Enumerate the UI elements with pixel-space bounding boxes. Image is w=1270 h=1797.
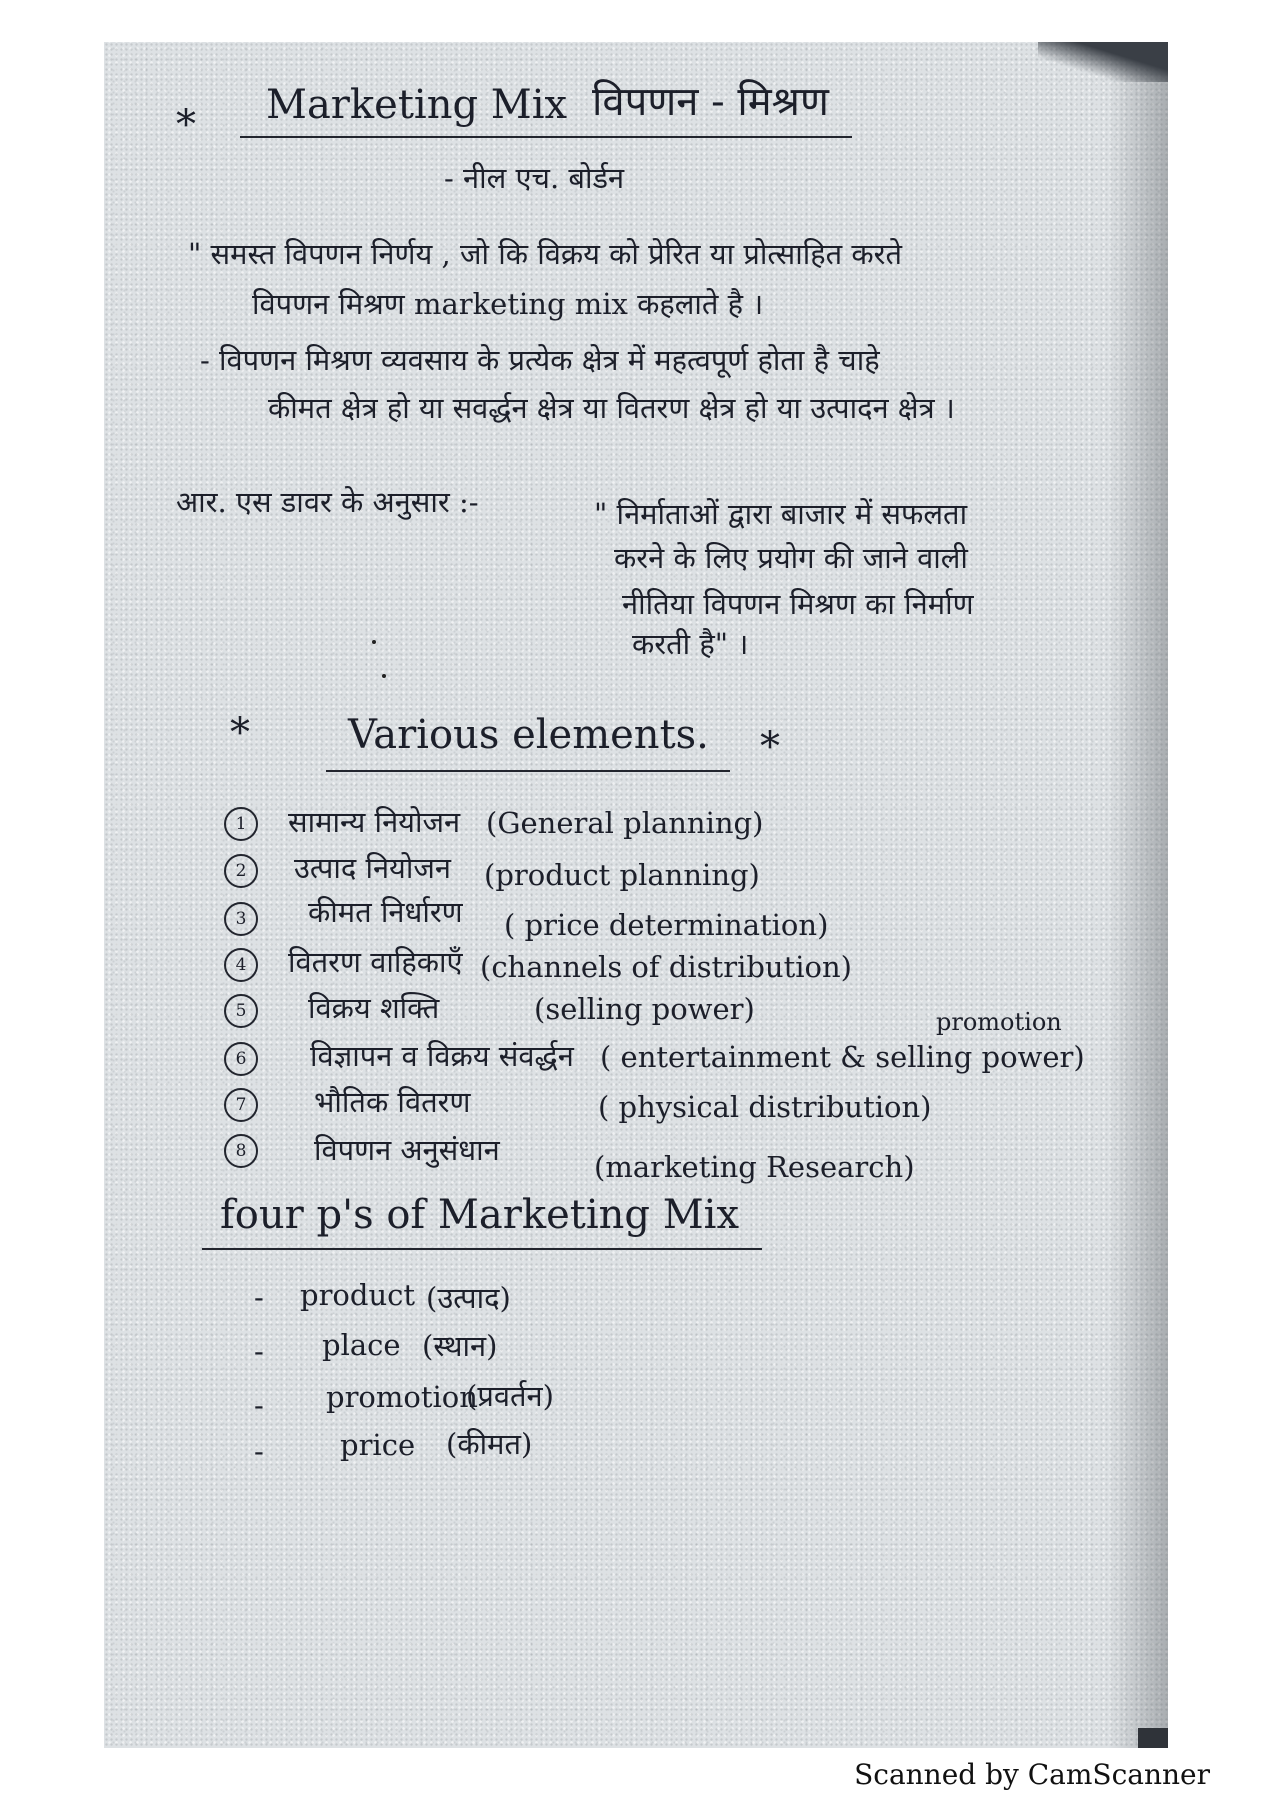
four-ps-dash-1: - (254, 1280, 264, 1314)
page-edge-shadow (1108, 42, 1168, 1748)
definition-quote-line-2: विपणन मिश्रण marketing mix कहलाते है । (252, 287, 764, 321)
four-ps-price-hindi: (कीमत) (446, 1427, 533, 1461)
element-1-english: (General planning) (486, 806, 764, 840)
tower-quote-line-2: करने के लिए प्रयोग की जाने वाली (614, 541, 968, 575)
element-8-english: (marketing Research) (594, 1150, 915, 1184)
four-ps-dash-2: - (254, 1334, 264, 1368)
four-ps-promotion: promotion (326, 1380, 478, 1414)
elements-underline (326, 770, 730, 772)
definition-point-line-1: - विपणन मिश्रण व्यवसाय के प्रत्येक क्षेत्र में महत्वपूर्ण होता है चाहे (200, 343, 880, 377)
four-ps-place: place (322, 1328, 401, 1362)
title-star: * (176, 102, 196, 148)
element-6-english: ( entertainment & selling power) (600, 1040, 1085, 1074)
element-6-hindi: विज्ञापन व विक्रय संवर्द्धन (310, 1039, 574, 1073)
scanner-watermark: Scanned by CamScanner (854, 1758, 1210, 1791)
four-ps-product-hindi: (उत्पाद) (426, 1281, 511, 1315)
element-2-hindi: उत्पाद नियोजन (294, 851, 452, 885)
four-ps-heading: four p's of Marketing Mix (220, 1192, 740, 1238)
element-7-number: 7 (224, 1088, 258, 1122)
element-8-hindi: विपणन अनुसंधान (314, 1133, 500, 1167)
four-ps-product: product (300, 1278, 416, 1312)
tower-label: आर. एस डावर के अनुसार :- (176, 485, 479, 519)
page-corner-top (1038, 42, 1168, 82)
elements-star-left: * (230, 710, 250, 756)
four-ps-underline (202, 1248, 762, 1250)
definition-quote-line-1: " समस्त विपणन निर्णय , जो कि विक्रय को प्रेरित या प्रोत्साहित करते (188, 237, 903, 271)
element-1-hindi: सामान्य नियोजन (288, 805, 461, 839)
element-3-english: ( price determination) (504, 908, 829, 942)
element-4-number: 4 (224, 948, 258, 982)
page-corner-bottom (1138, 1728, 1168, 1748)
tower-quote-line-1: " निर्माताओं द्वारा बाजार में सफलता (594, 497, 968, 531)
element-5-english: (selling power) (534, 992, 755, 1026)
tower-quote-line-3: नीतिया विपणन मिश्रण का निर्माण (622, 587, 974, 621)
title-underline (240, 136, 852, 138)
element-5-number: 5 (224, 994, 258, 1028)
title-author: - नील एच. बोर्डन (444, 161, 625, 195)
four-ps-dash-4: - (254, 1434, 264, 1468)
definition-point-line-2: कीमत क्षेत्र हो या सवर्द्धन क्षेत्र या वितरण क्षेत्र हो या उत्पादन क्षेत्र । (268, 391, 955, 425)
four-ps-place-hindi: (स्थान) (422, 1329, 498, 1363)
title-hindi: विपणन - मिश्रण (592, 79, 829, 125)
element-5-hindi: विक्रय शक्ति (308, 991, 440, 1025)
element-1-number: 1 (224, 807, 258, 841)
element-2-number: 2 (224, 854, 258, 888)
four-ps-price: price (340, 1428, 416, 1462)
elements-star-right: * (760, 724, 780, 770)
element-8-number: 8 (224, 1134, 258, 1168)
element-6-note: promotion (936, 1008, 1062, 1036)
ink-dot (382, 674, 386, 678)
four-ps-promotion-hindi: (प्रवर्तन) (466, 1379, 554, 1413)
element-6-number: 6 (224, 1042, 258, 1076)
element-7-hindi: भौतिक वितरण (314, 1085, 471, 1119)
ink-dot (372, 640, 376, 644)
element-4-english: (channels of distribution) (480, 950, 852, 984)
element-2-english: (product planning) (484, 858, 760, 892)
element-3-hindi: कीमत निर्धारण (308, 895, 463, 929)
notebook-page (104, 42, 1168, 1748)
four-ps-dash-3: - (254, 1388, 264, 1422)
element-3-number: 3 (224, 902, 258, 936)
elements-heading: Various elements. (348, 712, 709, 758)
element-4-hindi: वितरण वाहिकाएँ (288, 945, 463, 979)
element-7-english: ( physical distribution) (598, 1090, 932, 1124)
tower-quote-line-4: करती है" । (632, 627, 749, 661)
title-english: Marketing Mix (266, 82, 568, 128)
